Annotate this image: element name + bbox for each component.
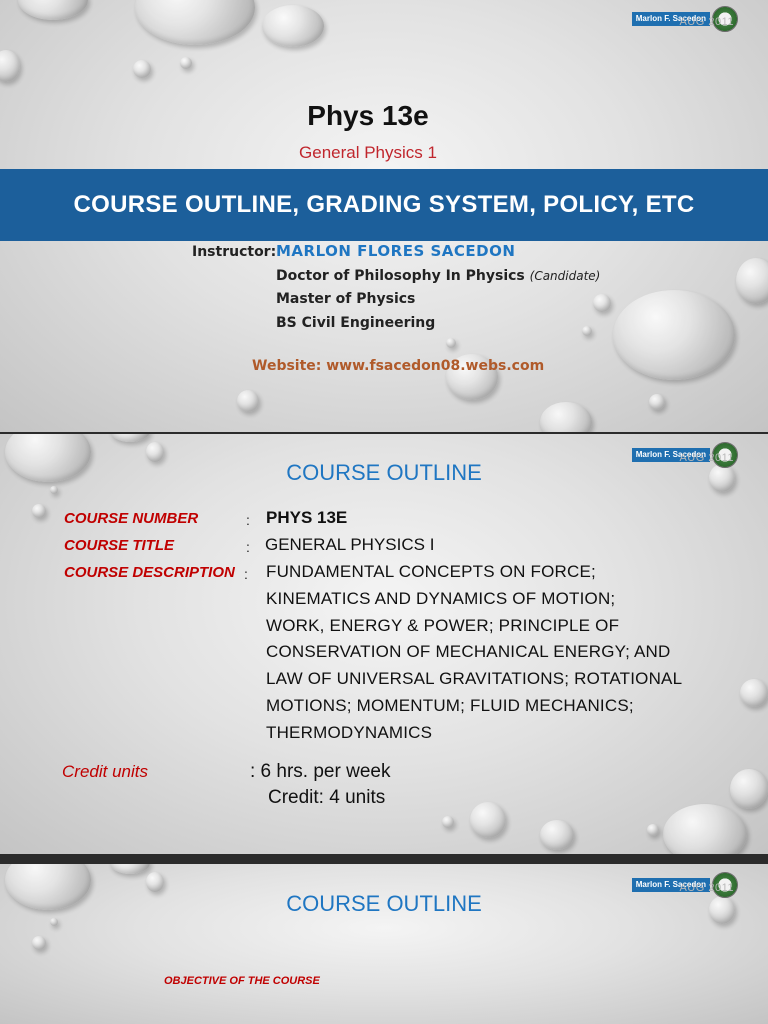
water-drop	[736, 258, 768, 304]
water-drop	[146, 442, 164, 462]
water-drop	[470, 802, 506, 838]
water-drop	[135, 0, 255, 45]
water-drop	[50, 918, 58, 926]
credential-phd-note: (Candidate)	[529, 269, 601, 283]
course-description-line: KINEMATICS AND DYNAMICS OF MOTION;	[266, 589, 616, 608]
slide-course-objective	[0, 864, 768, 1024]
course-description-line: LAW OF UNIVERSAL GRAVITATIONS; ROTATIONAL	[266, 669, 683, 688]
course-description-label: COURSE DESCRIPTION	[64, 564, 235, 581]
water-drop	[730, 769, 768, 809]
credential-bs: BS Civil Engineering	[276, 315, 436, 331]
website-link[interactable]: Website: www.fsacedon08.webs.com	[252, 358, 545, 374]
water-drop	[180, 57, 192, 69]
separator: :	[246, 539, 250, 555]
logo-name: Marlon F. Sacedon	[632, 878, 710, 892]
course-title-label: COURSE TITLE	[64, 537, 175, 554]
water-drop	[446, 338, 456, 348]
objective-label: OBJECTIVE OF THE COURSE	[164, 975, 320, 987]
logo-date: AUG 2011	[679, 16, 734, 28]
credit-units-value: Credit: 4 units	[268, 787, 386, 808]
water-drop	[50, 486, 58, 494]
course-description-line: FUNDAMENTAL CONCEPTS ON FORCE;	[266, 562, 596, 581]
credential-phd	[276, 268, 600, 284]
water-drop	[649, 394, 665, 410]
water-drop	[540, 820, 574, 850]
logo-name: Marlon F. Sacedon	[632, 12, 710, 26]
credential-masters: Master of Physics	[276, 291, 416, 307]
water-drop	[582, 326, 592, 336]
water-drop	[540, 402, 592, 432]
course-number-value: PHYS 13E	[266, 508, 348, 527]
slide-title	[0, 0, 768, 432]
water-drop	[0, 50, 20, 82]
credit-hours-value: : 6 hrs. per week	[250, 761, 391, 782]
water-drop	[262, 5, 324, 47]
water-drop	[613, 290, 735, 380]
course-number-label: COURSE NUMBER	[64, 510, 199, 527]
water-drop	[647, 824, 659, 836]
logo-name: Marlon F. Sacedon	[632, 448, 710, 462]
course-description-line: MOTIONS; MOMENTUM; FLUID MECHANICS;	[266, 696, 634, 715]
section-title: COURSE OUTLINE	[286, 460, 482, 485]
page-subtitle: General Physics 1	[299, 143, 437, 162]
page-title: Phys 13e	[307, 100, 429, 131]
logo-date: AUG 2011	[679, 452, 734, 464]
separator: :	[246, 512, 250, 528]
course-description-line: THERMODYNAMICS	[266, 723, 433, 742]
course-description-line: WORK, ENERGY & POWER; PRINCIPLE OF	[266, 616, 620, 635]
water-drop	[133, 60, 151, 78]
course-description-line: CONSERVATION OF MECHANICAL ENERGY; AND	[266, 642, 671, 661]
separator: :	[244, 566, 248, 582]
title-banner	[0, 169, 768, 241]
water-drop	[593, 294, 611, 312]
instructor-label: Instructor:	[192, 244, 277, 260]
logo-date: AUG 2011	[679, 882, 734, 894]
water-drop	[110, 434, 150, 442]
instructor-name: MARLON FLORES SACEDON	[276, 242, 516, 260]
section-title: COURSE OUTLINE	[286, 891, 482, 916]
slide-course-outline	[0, 434, 768, 854]
water-drop	[32, 936, 46, 950]
water-drop	[18, 0, 88, 20]
banner-text: COURSE OUTLINE, GRADING SYSTEM, POLICY, ETC	[73, 191, 695, 218]
water-drop	[110, 864, 150, 874]
credential-phd-text: Doctor of Philosophy In Physics	[276, 268, 525, 284]
water-drop	[442, 816, 454, 828]
water-drop	[740, 679, 768, 707]
water-drop	[32, 504, 46, 518]
water-drop	[146, 872, 164, 892]
credit-units-label: Credit units	[62, 762, 148, 781]
course-title-value: GENERAL PHYSICS I	[265, 535, 435, 554]
water-drop	[237, 390, 259, 412]
water-drop	[663, 804, 747, 854]
